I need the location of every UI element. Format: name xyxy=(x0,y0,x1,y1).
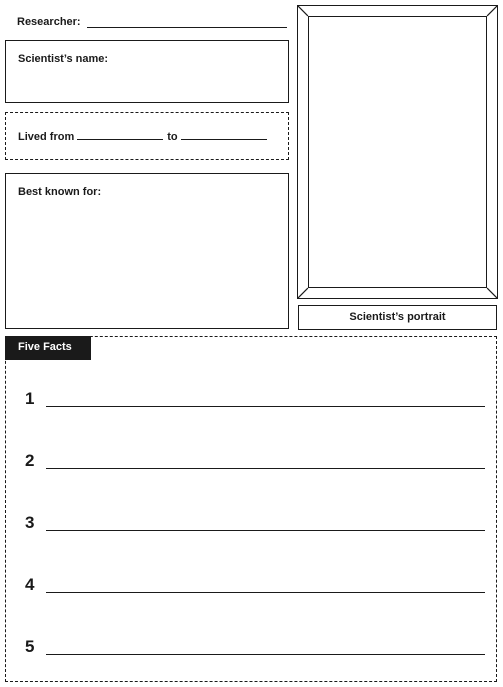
researcher-write-line[interactable] xyxy=(87,27,287,28)
five-facts-box xyxy=(5,336,497,682)
portrait-caption: Scientist’s portrait xyxy=(349,311,446,323)
fact-write-line[interactable] xyxy=(46,654,485,655)
fact-number: 4 xyxy=(25,575,35,594)
fact-write-line[interactable] xyxy=(46,468,485,469)
fact-write-line[interactable] xyxy=(46,592,485,593)
portrait-area xyxy=(308,16,487,288)
fact-write-line[interactable] xyxy=(46,530,485,531)
best-known-for-label: Best known for: xyxy=(18,186,102,198)
five-facts-title: Five Facts xyxy=(18,341,72,353)
researcher-row xyxy=(17,14,289,32)
lived-from-label: Lived from xyxy=(18,131,75,143)
lived-dates-box xyxy=(5,112,289,160)
lived-to-write-line[interactable] xyxy=(181,129,267,140)
scientist-name-label: Scientist’s name: xyxy=(18,53,109,65)
portrait-frame[interactable] xyxy=(297,5,498,299)
fact-row-2[interactable] xyxy=(25,451,485,479)
five-facts-tab xyxy=(5,336,91,360)
scientist-name-box[interactable] xyxy=(5,40,289,103)
fact-row-4[interactable] xyxy=(25,575,485,603)
portrait-caption-box xyxy=(298,305,497,330)
fact-number: 5 xyxy=(25,637,35,656)
fact-row-5[interactable] xyxy=(25,637,485,665)
fact-number: 1 xyxy=(25,389,35,408)
lived-to-label: to xyxy=(167,131,178,143)
fact-row-3[interactable] xyxy=(25,513,485,541)
lived-from-write-line[interactable] xyxy=(77,129,163,140)
researcher-label: Researcher: xyxy=(17,16,81,28)
fact-row-1[interactable] xyxy=(25,389,485,417)
best-known-for-box[interactable] xyxy=(5,173,289,329)
fact-number: 2 xyxy=(25,451,35,470)
fact-write-line[interactable] xyxy=(46,406,485,407)
fact-number: 3 xyxy=(25,513,35,532)
lived-dates-row xyxy=(18,129,267,143)
